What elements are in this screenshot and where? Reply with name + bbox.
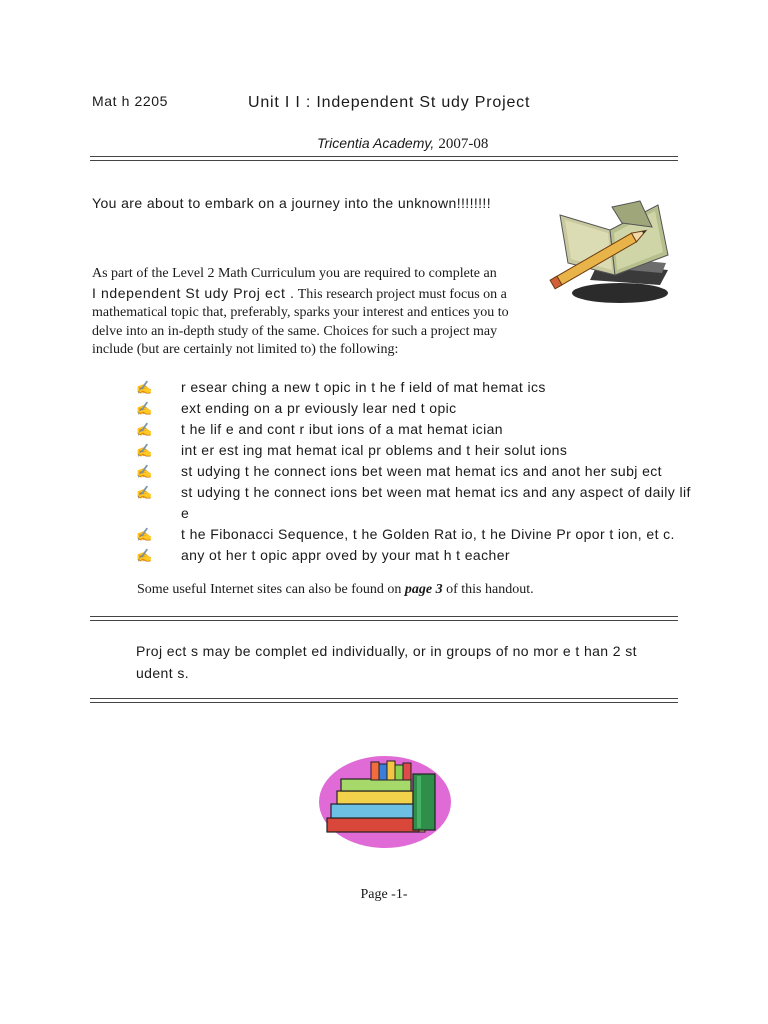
writing-hand-icon: ✍ bbox=[136, 401, 153, 416]
divider-top bbox=[90, 156, 678, 161]
writing-hand-icon: ✍ bbox=[136, 548, 153, 563]
intro-line-1: As part of the Level 2 Math Curriculum you are required to complete an bbox=[92, 266, 497, 281]
intro-paragraph bbox=[92, 265, 532, 360]
books-stack-icon bbox=[315, 750, 455, 850]
project-options-list bbox=[136, 377, 696, 566]
page-number: Page -1- bbox=[360, 887, 408, 902]
intro-rest: This research project must focus on a mathematical topic that, preferably, sparks your interest and entices you to delve into an in-depth study of the same. Choices for such a project may include (but are certainly not limited to) the following: bbox=[92, 286, 509, 357]
page-reference: page 3 bbox=[404, 582, 443, 597]
list-item: ✍ ext ending on a pr eviously lear ned t opic bbox=[136, 398, 696, 419]
list-item: ✍ t he Fibonacci Sequence, t he Golden Rat io, t he Divine Pr opor t ion, et c. bbox=[136, 524, 696, 545]
writing-hand-icon: ✍ bbox=[136, 443, 153, 458]
groups-note: Proj ect s may be complet ed individually, or in groups of no mor e t han 2 st udent s. bbox=[136, 643, 637, 681]
book-pencil-icon bbox=[540, 175, 680, 315]
writing-hand-icon: ✍ bbox=[136, 485, 153, 500]
course-code: Mat h 2205 bbox=[92, 93, 169, 109]
page-title: Unit I I : Independent St udy Project bbox=[248, 94, 531, 111]
writing-hand-icon: ✍ bbox=[136, 464, 153, 479]
list-item: ✍ t he lif e and cont r ibut ions of a mat hemat ician bbox=[136, 419, 696, 440]
list-item: ✍ any ot her t opic appr oved by your mat h t eacher bbox=[136, 545, 696, 566]
school-name: Tricentia Academy, bbox=[317, 135, 435, 151]
list-item: ✍ st udying t he connect ions bet ween mat hemat ics and any aspect of daily lif e bbox=[136, 484, 691, 521]
list-item: ✍ r esear ching a new t opic in t he f ield of mat hemat ics bbox=[136, 377, 696, 398]
school-line bbox=[317, 135, 488, 153]
divider-middle bbox=[90, 616, 678, 621]
list-item: ✍ int er est ing mat hemat ical pr oblems and t heir solut ions bbox=[136, 440, 696, 461]
school-year: 2007-08 bbox=[438, 136, 489, 152]
writing-hand-icon: ✍ bbox=[136, 527, 153, 542]
list-item: ✍ st udying t he connect ions bet ween mat hemat ics and anot her subj ect bbox=[136, 461, 696, 482]
writing-hand-icon: ✍ bbox=[136, 422, 153, 437]
journey-line: You are about to embark on a journey into the unknown!!!!!!!! bbox=[92, 195, 492, 211]
divider-bottom bbox=[90, 698, 678, 703]
internet-sites-note: Some useful Internet sites can also be found on page 3 of this handout. bbox=[137, 582, 534, 597]
intro-project-name: I ndependent St udy Proj ect . bbox=[92, 284, 295, 301]
writing-hand-icon: ✍ bbox=[136, 380, 153, 395]
